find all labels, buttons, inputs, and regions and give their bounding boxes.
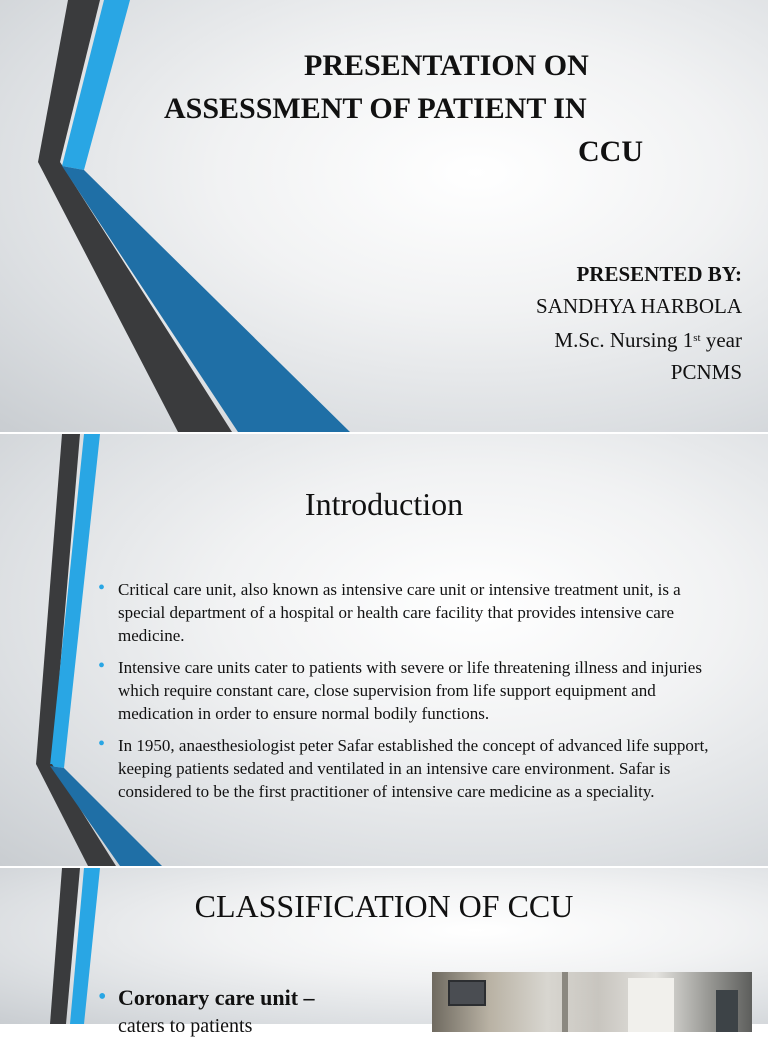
course-suffix: year xyxy=(700,328,742,352)
course-line xyxy=(536,322,742,356)
bullet-bold-text: Coronary care unit – xyxy=(118,985,315,1010)
course-sup: st xyxy=(693,332,701,344)
presenter-name: SANDHYA HARBOLA xyxy=(536,294,742,318)
slide-introduction xyxy=(0,434,768,866)
title-line-2: ASSESSMENT OF PATIENT IN xyxy=(164,92,587,125)
presentation-title xyxy=(150,44,660,173)
monitor-shape xyxy=(448,980,486,1006)
bullet-item xyxy=(98,984,315,1040)
institution: PCNMS xyxy=(670,360,742,384)
slide-classification xyxy=(0,868,768,1037)
course-prefix: M.Sc. Nursing 1 xyxy=(554,328,694,352)
bullet-list xyxy=(98,578,726,812)
title-line-1: PRESENTATION ON xyxy=(304,49,589,82)
slide-title xyxy=(0,0,768,432)
section-heading: Introduction xyxy=(304,486,464,522)
title-line-3: CCU xyxy=(578,135,643,168)
bullet-item: • Critical care unit, also known as intensive care unit or intensive treatment unit, is a special department of a hospital or health care facility that provides intensive care medicine. xyxy=(98,578,726,647)
ccu-room-photo xyxy=(432,972,752,1032)
light-panel-shape xyxy=(628,978,674,1032)
pole-shape xyxy=(562,972,568,1032)
bullet-list xyxy=(98,984,315,1040)
bullet-item: • Intensive care units cater to patients with severe or life threatening illness and injuries which require constant care, close supervision from life support equipment and medication in order to ensure normal bodily functions. xyxy=(98,656,726,725)
section-heading: CLASSIFICATION OF CCU xyxy=(194,888,574,924)
presenter-block xyxy=(536,258,742,388)
bullet-continuation: caters to patients xyxy=(118,1015,253,1037)
bullet-item: • In 1950, anaesthesiologist peter Safar established the concept of advanced life support, keeping patients sedated and ventilated in an intensive care environment. Safar is considered to be the first practitioner of intensive care medicine as a speciality. xyxy=(98,734,726,803)
equipment-shape xyxy=(716,990,738,1032)
presented-by-label: PRESENTED BY: xyxy=(576,262,742,286)
